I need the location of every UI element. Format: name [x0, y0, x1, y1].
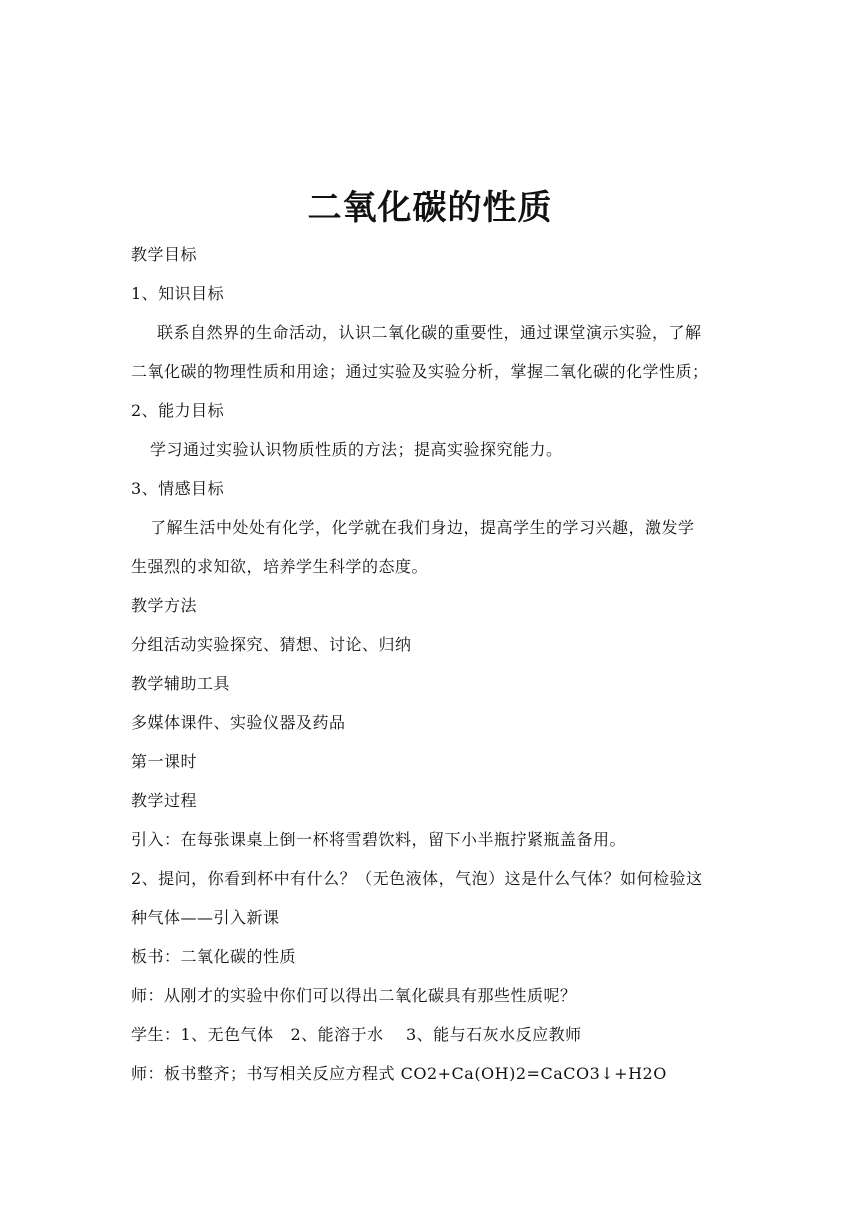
paragraph-line: 多媒体课件、实验仪器及药品 [131, 713, 346, 732]
paragraph-line: 板书：二氧化碳的性质 [131, 947, 297, 966]
section-heading-first-lesson: 第一课时 [131, 752, 198, 771]
paragraph-line: 学生：1、无色气体 2、能溶于水 3、能与石灰水反应教师 [131, 1025, 582, 1044]
paragraph-line: 师：板书整齐；书写相关反应方程式 CO2+Ca(OH)2=CaCO3↓+H2O [131, 1064, 667, 1083]
paragraph-line: 生强烈的求知欲，培养学生科学的态度。 [131, 557, 429, 576]
paragraph-line: 了解生活中处处有化学，化学就在我们身边，提高学生的学习兴趣，激发学 [150, 518, 695, 537]
paragraph-line: 引入：在每张课桌上倒一杯将雪碧饮料，留下小半瓶拧紧瓶盖备用。 [131, 830, 627, 849]
subheading-ability-goals: 2、能力目标 [131, 401, 225, 420]
paragraph-line: 二氧化碳的物理性质和用途；通过实验及实验分析，掌握二氧化碳的化学性质； [131, 362, 709, 381]
paragraph-line: 2、提问，你看到杯中有什么？（无色液体，气泡）这是什么气体？如何检验这 [131, 869, 703, 888]
paragraph-line: 种气体——引入新课 [131, 908, 280, 927]
paragraph-line: 学习通过实验认识物质性质的方法；提高实验探究能力。 [150, 440, 563, 459]
subheading-knowledge-goals: 1、知识目标 [131, 284, 225, 303]
section-heading-teaching-process: 教学过程 [131, 791, 198, 810]
paragraph-line: 联系自然界的生命活动，认识二氧化碳的重要性，通过课堂演示实验，了解 [157, 323, 702, 342]
section-heading-teaching-aids: 教学辅助工具 [131, 674, 231, 693]
section-heading-teaching-methods: 教学方法 [131, 596, 198, 615]
section-heading-teaching-goals: 教学目标 [131, 245, 198, 264]
paragraph-line: 分组活动实验探究、猜想、讨论、归纳 [131, 635, 412, 654]
document-title: 二氧化碳的性质 [307, 188, 553, 228]
subheading-emotion-goals: 3、情感目标 [131, 479, 225, 498]
paragraph-line: 师：从刚才的实验中你们可以得出二氧化碳具有那些性质呢？ [131, 986, 577, 1005]
